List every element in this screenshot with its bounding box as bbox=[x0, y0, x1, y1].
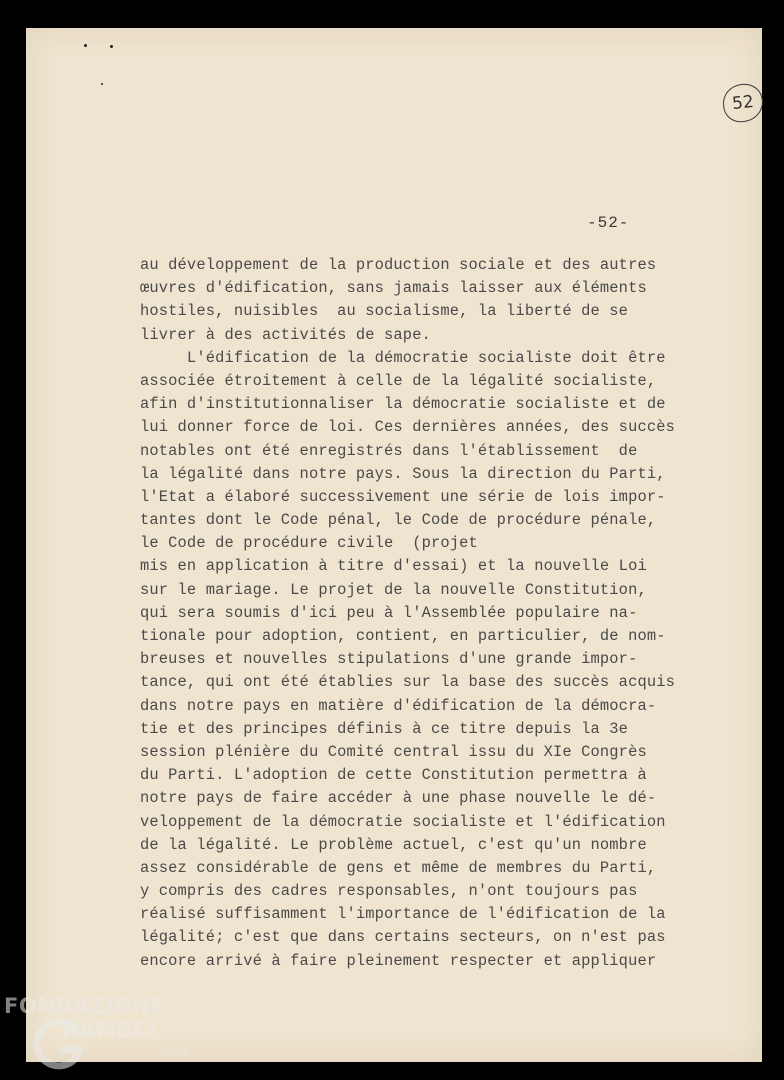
text-line: dans notre pays en matière d'édification de la démocra- bbox=[140, 696, 657, 715]
text-line: L'édification de la démocratie socialiste doit être bbox=[140, 348, 666, 367]
text-line: tance, qui ont été établies sur la base des succès acquis bbox=[140, 673, 675, 692]
handwritten-page-number: 52 bbox=[721, 82, 765, 124]
text-line: veloppement de la démocratie socialiste et l'édification bbox=[140, 812, 666, 831]
text-line: au développement de la production sociale et des autres bbox=[140, 256, 657, 274]
text-line: associée étroitement à celle de la légalité socialiste, bbox=[140, 371, 657, 390]
text-line: breuses et nouvelles stipulations d'une grande impor- bbox=[140, 650, 638, 669]
text-line: œuvres d'édification, sans jamais laisser aux éléments bbox=[140, 279, 647, 298]
text-line: notables ont été enregistrés dans l'établissement de bbox=[140, 441, 638, 460]
text-line: mis en application à titre d'essai) et la nouvelle Loi bbox=[140, 557, 647, 576]
text-line: notre pays de faire accéder à une phase nouvelle le dé- bbox=[140, 789, 657, 808]
fondazione-gramsci-watermark bbox=[4, 994, 204, 1074]
text-line: assez considérable de gens et même de membres du Parti, bbox=[140, 858, 657, 877]
text-line: lui donner force de loi. Ces dernières années, des succès bbox=[140, 418, 675, 437]
text-line: le Code de procédure civile (projet bbox=[140, 534, 478, 553]
text-line: y compris des cadres responsables, n'ont toujours pas bbox=[140, 882, 638, 901]
text-line: réalisé suffisamment l'importance de l'édification de la bbox=[140, 905, 666, 924]
text-line: qui sera soumis d'ici peu à l'Assemblée populaire na- bbox=[140, 603, 638, 622]
text-line: de la légalité. Le problème actuel, c'est qu'un nombre bbox=[140, 835, 647, 854]
ink-speck bbox=[110, 45, 113, 48]
text-line: tionale pour adoption, contient, en particulier, de nom- bbox=[140, 627, 666, 645]
text-line: hostiles, nuisibles au socialisme, la liberté de se bbox=[140, 302, 629, 321]
watermark-onlus: onlus bbox=[164, 1049, 189, 1059]
text-line: légalité; c'est que dans certains secteurs, on n'est pas bbox=[140, 928, 666, 947]
text-line: session plénière du Comité central issu du XIe Congrès bbox=[140, 742, 647, 761]
typewritten-body bbox=[140, 254, 680, 973]
text-line: encore arrivé à faire pleinement respecter et appliquer bbox=[140, 951, 657, 970]
ink-speck bbox=[101, 83, 103, 85]
document-page bbox=[26, 28, 762, 1062]
ink-speck bbox=[84, 44, 87, 47]
text-line: afin d'institutionnaliser la démocratie socialiste et de bbox=[140, 395, 666, 414]
text-line: tie et des principes définis à ce titre depuis la 3e bbox=[140, 719, 629, 738]
text-line: l'Etat a élaboré successivement une série de lois impor- bbox=[140, 487, 666, 506]
text-line: la légalité dans notre pays. Sous la direction du Parti, bbox=[140, 464, 666, 483]
text-line: sur le mariage. Le projet de la nouvelle Constitution, bbox=[140, 580, 647, 599]
text-line: du Parti. L'adoption de cette Constitution permettra à bbox=[140, 766, 647, 785]
watermark-line2: RAMSCI bbox=[62, 1018, 157, 1042]
typed-page-number: -52- bbox=[587, 214, 630, 232]
watermark-line1: FONDAZIONE bbox=[4, 994, 166, 1018]
text-line: livrer à des activités de sape. bbox=[140, 325, 431, 344]
text-line: tantes dont le Code pénal, le Code de procédure pénale, bbox=[140, 511, 657, 530]
